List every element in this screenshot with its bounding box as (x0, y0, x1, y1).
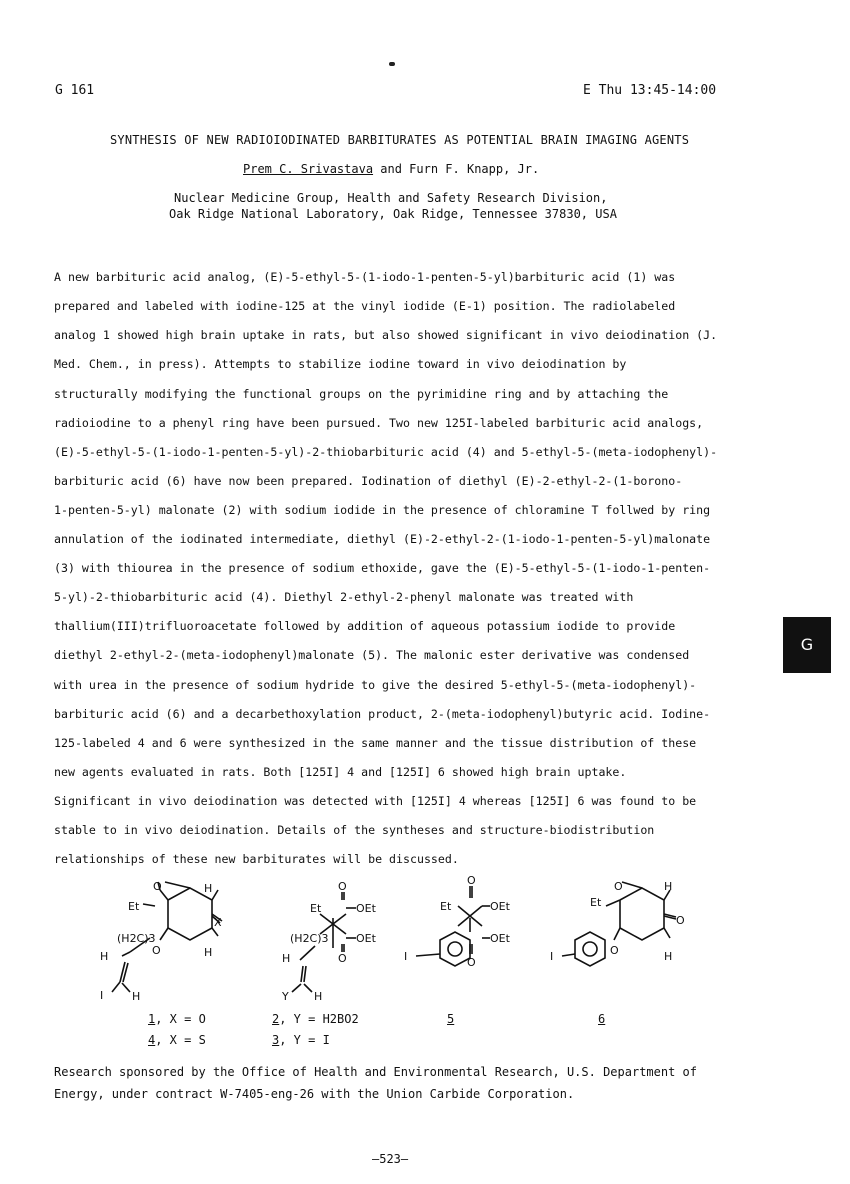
s5-oxygen-bottom: O (467, 956, 476, 969)
paper-title: SYNTHESIS OF NEW RADIOIODINATED BARBITURATES AS POTENTIAL BRAIN IMAGING AGENTS (110, 133, 690, 147)
s5-ethyl-label: Et (440, 900, 452, 913)
abstract-line: barbituric acid (6) and a decarbethoxylation product, 2-(meta-iodophenyl)butyric acid. Iodine- (54, 707, 711, 721)
first-author: Prem C. Srivastava (243, 162, 374, 176)
s1-nh-bottom: H (204, 946, 213, 959)
abstract-line: relationships of these new barbiturates will be discussed. (54, 852, 459, 866)
s5-oet-top: OEt (490, 900, 510, 913)
abstract-line: thallium(III)trifluoroacetate followed by addition of aqueous potassium iodide to provide (54, 619, 676, 633)
abstract-line: Significant in vivo deiodination was detected with [125I] 4 whereas [125I] 6 was found to be (54, 794, 697, 808)
chemical-structures-figure (0, 870, 850, 1010)
abstract-line: barbituric acid (6) have now been prepared. Iodination of diethyl (E)-2-ethyl-2-(1-borono- (54, 474, 683, 488)
structure-6 (562, 882, 676, 966)
compound-1-text: , X = O (155, 1012, 206, 1026)
abstract-line: radioiodine to a phenyl ring have been pursued. Two new 125I-labeled barbituric acid analogs, (54, 416, 704, 430)
abstract-line: A new barbituric acid analog, (E)-5-ethyl-5-(1-iodo-1-penten-5-yl)barbituric acid (1) was (54, 270, 676, 284)
s2-oet-bottom: OEt (356, 932, 376, 945)
s6-oxygen-bottom: O (610, 944, 619, 957)
s2-chain-label: (H2C)3 (290, 932, 329, 945)
abstract-line: 5-yl)-2-thiobarbituric acid (4). Diethyl 2-ethyl-2-phenyl malonate was treated with (54, 590, 634, 604)
abstract-line: stable to in vivo deiodination. Details of the syntheses and structure-biodistribution (54, 823, 655, 837)
s6-oxygen-top: O (614, 880, 623, 893)
s1-vinyl-h: H (100, 950, 109, 963)
s5-iodo-label: I (404, 950, 408, 963)
s6-ethyl-label: Et (590, 896, 602, 909)
speck-mark (389, 62, 395, 66)
s5-oxygen-top: O (467, 874, 476, 887)
abstract-line: new agents evaluated in rats. Both [125I] 4 and [125I] 6 showed high brain uptake. (54, 765, 627, 779)
s2-ethyl-label: Et (310, 902, 322, 915)
s2-oet-top: OEt (356, 902, 376, 915)
s6-oxygen-right: O (676, 914, 685, 927)
s5-oet-bottom: OEt (490, 932, 510, 945)
compound-6-label: 6 (598, 1012, 606, 1026)
funding-note-line2: Energy, under contract W-7405-eng-26 with the Union Carbide Corporation. (54, 1087, 575, 1101)
s1-x-label: X (214, 916, 222, 929)
abstract-line: structurally modifying the functional groups on the pyrimidine ring and by attaching the (54, 387, 669, 401)
s1-nh-top: H (204, 882, 213, 895)
compound-2-text: , Y = H2BO2 (279, 1012, 359, 1026)
s2-terminal-h: H (314, 990, 323, 1003)
s2-vinyl-h: H (282, 952, 291, 965)
s1-oxygen-top: O (153, 880, 162, 893)
session-code: G 161 (55, 83, 95, 98)
structure-5 (416, 886, 490, 966)
time-slot: E Thu 13:45-14:00 (583, 83, 717, 98)
s6-nh-bottom: H (664, 950, 673, 963)
abstract-line: prepared and labeled with iodine-125 at the vinyl iodide (E-1) position. The radiolabeled (54, 299, 676, 313)
s1-ethyl-label: Et (128, 900, 140, 913)
compound-1-label (148, 1012, 206, 1026)
abstract-line: analog 1 showed high brain uptake in rats, but also showed significant in vivo deiodination (J. (54, 328, 718, 342)
s2-oxygen-top: O (338, 880, 347, 893)
compound-4-number: 4 (148, 1033, 156, 1047)
s1-terminal-h: H (132, 990, 141, 1003)
s6-nh-top: H (664, 880, 673, 893)
affiliation-line1: Nuclear Medicine Group, Health and Safety Research Division, (174, 191, 608, 205)
s2-y-label: Y (282, 990, 289, 1003)
compound-2-number: 2 (272, 1012, 280, 1026)
page-number: —523— (372, 1152, 409, 1166)
s1-oxygen-bottom: O (152, 944, 161, 957)
abstract-line: 125-labeled 4 and 6 were synthesized in the same manner and the tissue distribution of these (54, 736, 697, 750)
funding-note-line1: Research sponsored by the Office of Health and Environmental Research, U.S. Department of (54, 1065, 697, 1079)
section-tab: G (783, 617, 831, 673)
compound-3-number: 3 (272, 1033, 280, 1047)
compound-1-number: 1 (148, 1012, 156, 1026)
authors (243, 162, 539, 176)
compound-2-label (272, 1012, 359, 1026)
abstract-line: annulation of the iodinated intermediate, diethyl (E)-2-ethyl-2-(1-iodo-1-penten-5-yl)malonate (54, 532, 711, 546)
other-authors: and Furn F. Knapp, Jr. (373, 162, 540, 176)
s1-iodo-label: I (100, 989, 104, 1002)
compound-5-label: 5 (447, 1012, 455, 1026)
abstract-line: (E)-5-ethyl-5-(1-iodo-1-penten-5-yl)-2-thiobarbituric acid (4) and 5-ethyl-5-(meta-iodophenyl)- (54, 445, 718, 459)
compound-4-text: , X = S (155, 1033, 206, 1047)
abstract-line: (3) with thiourea in the presence of sodium ethoxide, gave the (E)-5-ethyl-5-(1-iodo-1-penten- (54, 561, 711, 575)
compound-3-text: , Y = I (279, 1033, 330, 1047)
abstract-line: 1-penten-5-yl) malonate (2) with sodium iodide in the presence of chloramine T follwed by ring (54, 503, 711, 517)
s1-chain-label: (H2C)3 (117, 932, 156, 945)
abstract-line: with urea in the presence of sodium hydride to give the desired 5-ethyl-5-(meta-iodophenyl)- (54, 678, 697, 692)
affiliation-line2: Oak Ridge National Laboratory, Oak Ridge, Tennessee 37830, USA (169, 207, 617, 221)
abstract-line: Med. Chem., in press). Attempts to stabilize iodine toward in vivo deiodination by (54, 357, 627, 371)
abstract-line: diethyl 2-ethyl-2-(meta-iodophenyl)malonate (5). The malonic ester derivative was condensed (54, 648, 690, 662)
s6-iodo-label: I (550, 950, 554, 963)
compound-4-label (148, 1033, 206, 1047)
compound-3-label (272, 1033, 330, 1047)
s2-oxygen-bottom: O (338, 952, 347, 965)
